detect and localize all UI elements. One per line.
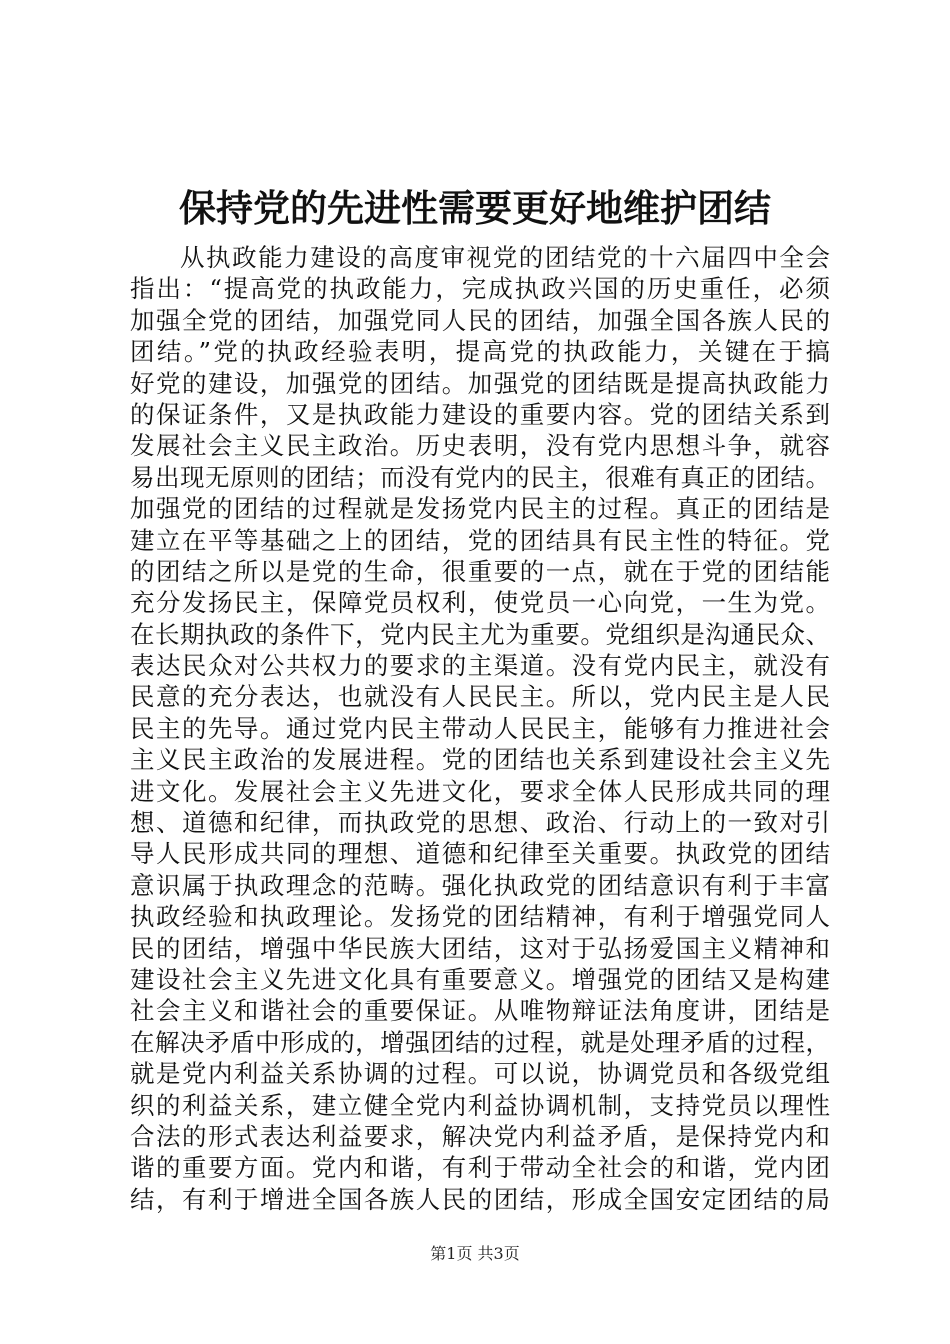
- body-text-line: 织的利益关系，建立健全党内利益协调机制，支持党员以理性: [130, 1090, 830, 1120]
- body-text-line: 加强全党的团结，加强党同人民的团结，加强全国各族人民的: [130, 305, 830, 335]
- body-text-line: 合法的形式表达利益要求，解决党内利益矛盾，是保持党内和: [130, 1121, 830, 1151]
- body-text-line: 想、道德和纪律，而执政党的思想、政治、行动上的一致对引: [130, 808, 830, 838]
- body-text-line: 结，有利于增进全国各族人民的团结，形成全国安定团结的局: [130, 1184, 830, 1214]
- body-text-line: 就是党内利益关系协调的过程。可以说，协调党员和各级党组: [130, 1059, 830, 1089]
- body-text-line: 易出现无原则的团结；而没有党内的民主，很难有真正的团结。: [130, 462, 830, 492]
- document-title: 保持党的先进性需要更好地维护团结: [179, 186, 771, 230]
- body-text-line: 主义民主政治的发展进程。党的团结也关系到建设社会主义先: [130, 745, 830, 775]
- body-text-line: 指出：“提高党的执政能力，完成执政兴国的历史重任，必须: [130, 274, 830, 304]
- body-text-line: 民主的先导。通过党内民主带动人民民主，能够有力推进社会: [130, 713, 830, 743]
- body-text-line: 民意的充分表达，也就没有人民民主。所以，党内民主是人民: [130, 682, 830, 712]
- body-text-line: 从执政能力建设的高度审视党的团结党的十六届四中全会: [180, 243, 830, 272]
- body-text-line: 意识属于执政理念的范畴。强化执政党的团结意识有利于丰富: [130, 870, 830, 900]
- body-text-line: 建立在平等基础之上的团结，党的团结具有民主性的特征。党: [130, 525, 830, 555]
- body-text-line: 在解决矛盾中形成的，增强团结的过程，就是处理矛盾的过程，: [130, 1027, 830, 1057]
- body-text-line: 发展社会主义民主政治。历史表明，没有党内思想斗争，就容: [130, 431, 830, 461]
- body-text-line: 建设社会主义先进文化具有重要意义。增强党的团结又是构建: [130, 964, 830, 994]
- body-text-line: 进文化。发展社会主义先进文化，要求全体人民形成共同的理: [130, 776, 830, 806]
- body-text-line: 社会主义和谐社会的重要保证。从唯物辩证法角度讲，团结是: [130, 996, 830, 1026]
- body-text-line: 团结。”党的执政经验表明，提高党的执政能力，关键在于搞: [130, 337, 830, 367]
- body-text-line: 在长期执政的条件下，党内民主尤为重要。党组织是沟通民众、: [130, 619, 830, 649]
- body-text-line: 加强党的团结的过程就是发扬党内民主的过程。真正的团结是: [130, 494, 830, 524]
- body-text-line: 的保证条件，又是执政能力建设的重要内容。党的团结关系到: [130, 399, 830, 429]
- body-text-line: 执政经验和执政理论。发扬党的团结精神，有利于增强党同人: [130, 902, 830, 932]
- body-text-line: 的团结之所以是党的生命，很重要的一点，就在于党的团结能: [130, 556, 830, 586]
- body-text-line: 民的团结，增强中华民族大团结，这对于弘扬爱国主义精神和: [130, 933, 830, 963]
- body-text-line: 表达民众对公共权力的要求的主渠道。没有党内民主，就没有: [130, 651, 830, 681]
- page-number-footer: 第1页 共3页: [430, 1244, 520, 1263]
- body-text-line: 好党的建设，加强党的团结。加强党的团结既是提高执政能力: [130, 368, 830, 398]
- document-body: [130, 242, 830, 1215]
- body-text-line: 谐的重要方面。党内和谐，有利于带动全社会的和谐，党内团: [130, 1153, 830, 1183]
- body-text-line: 充分发扬民主，保障党员权利，使党员一心向党，一生为党。: [130, 588, 830, 618]
- body-text-line: 导人民形成共同的理想、道德和纪律至关重要。执政党的团结: [130, 839, 830, 869]
